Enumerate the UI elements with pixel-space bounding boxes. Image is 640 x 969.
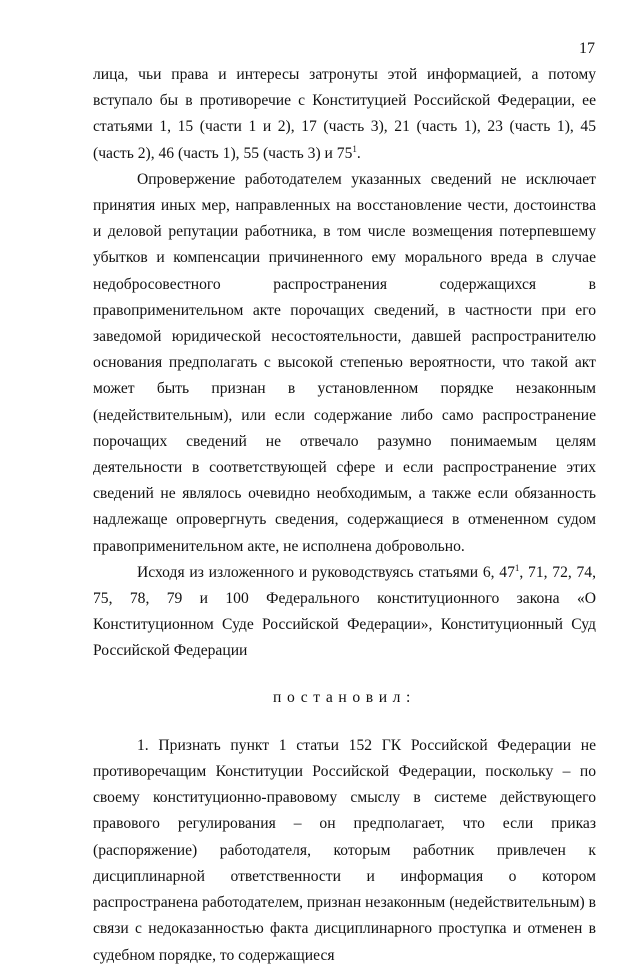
paragraph-refutation: Опровержение работодателем указанных сведений не исключает принятия иных мер, направленных на восстановление чести, достоинства и деловой репутации работника, в том числе возмещения потерпевшему убытков и компенсации причиненного ему морального вреда в случае недобросовестного распространения содержащихся в правоприменительном акте порочащих сведений, в частности при его заведомой юридической несостоятельности, давшей распространителю основания предполагать с высокой степенью вероятности, что такой акт может быть признан в установленном порядке незаконным (недействительным), или если содержание либо само распространение порочащих сведений не отвечало разумно понимаемым целям деятельности в соответствующей сфере и если распространение этих сведений не являлось очевидно необходимым, а также если обязанность надлежаще опровергнуть сведения, содержащиеся в отмененном судом правоприменительном акте, не исполнена добровольно.: [93, 170, 596, 555]
document-body: [93, 62, 596, 969]
footnote-superscript: 1: [352, 143, 357, 154]
paragraph-text-end: .: [356, 144, 361, 162]
paragraph-basis: [93, 560, 596, 665]
paragraph-ruling-item-1: 1. Признать пункт 1 статьи 152 ГК Российской Федерации не противоречащим Конституции Российской Федерации, поскольку – по своему конституционно-правовому смыслу в системе действующего правового регулирования – он предполагает, что если приказ (распоряжение) работодателя, которым работник привлечен к дисциплинарной ответственности и информация о котором распространена работодателем, признан незаконным (недействительным) в связи с недоказанностью факта дисциплинарного проступка и отменен в судебном порядке, то содержащиеся: [93, 736, 596, 964]
paragraph-continuation: [93, 62, 596, 167]
paragraph-text: Исходя из изложенного и руководствуясь статьями 6, 47: [137, 563, 515, 581]
ruling-heading: постановил:: [273, 688, 416, 706]
paragraph-text-end: , 71, 72, 74, 75, 78, 79 и 100 Федерального конституционного закона «О Конституционном Суде Российской Федерации», Конституционный Суд Российской Федерации: [93, 563, 596, 660]
paragraph-text: лица, чьи права и интересы затронуты этой информацией, а потому вступало бы в противоречие с Конституцией Российской Федерации, ее статьями 1, 15 (части 1 и 2), 17 (часть 3), 21 (часть 1), 23 (часть 1), 45 (часть 2), 46 (часть 1), 55 (часть 3) и 75: [93, 66, 596, 162]
page-number: 17: [579, 40, 595, 57]
footnote-superscript: 1: [514, 562, 520, 573]
